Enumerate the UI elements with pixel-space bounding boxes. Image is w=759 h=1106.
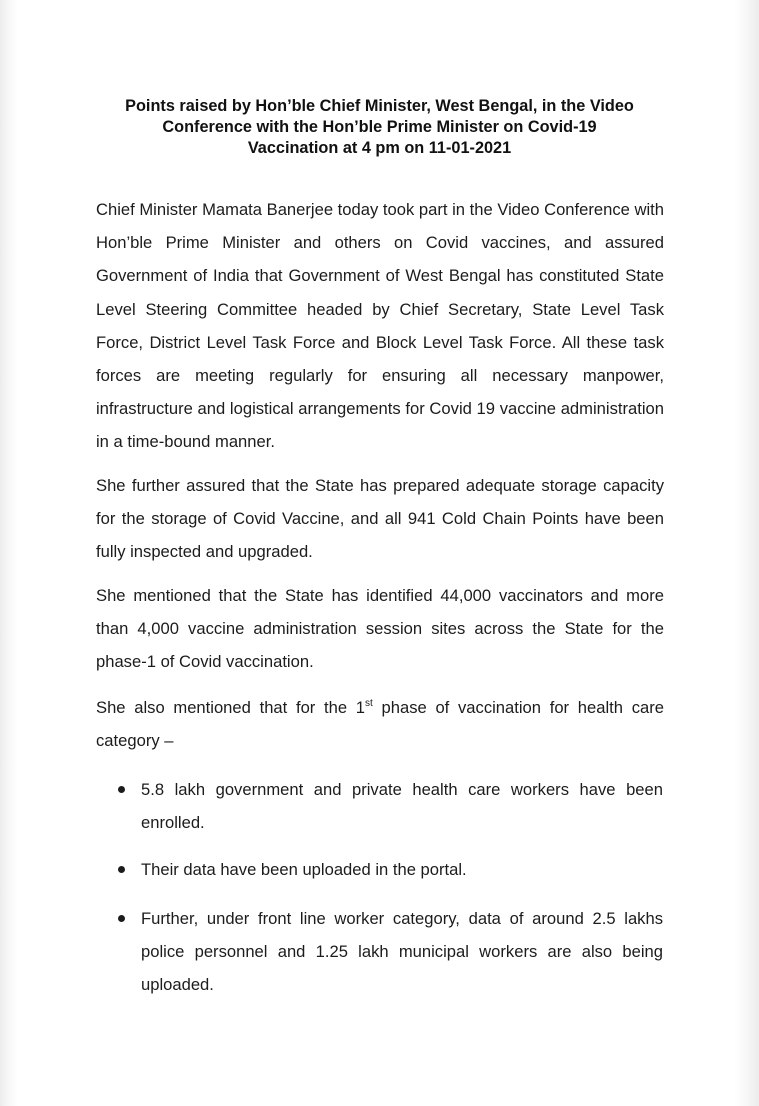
document-title xyxy=(60,96,699,159)
bullet-dot-icon xyxy=(118,915,125,922)
para4-before: She also mentioned that for the 1 xyxy=(96,698,366,717)
para4-after: phase of vaccination for health care category – xyxy=(96,698,664,751)
bullet-dot-icon xyxy=(118,786,125,793)
paragraph-task-forces: Chief Minister Mamata Banerjee today took part in the Video Conference with Hon’ble Prime Minister and others on Covid vaccines, and assured Government of India that Government of West Bengal has constituted State Level Steering Committee headed by Chief Secretary, State Level Task Force, District Level Task Force and Block Level Task Force. All these task forces are meeting regularly for ensuring all necessary manpower, infrastructure and logistical arrangements for Covid 19 vaccine administration in a time-bound manner. xyxy=(96,200,664,452)
bullet-item-uploaded: Their data have been uploaded in the portal. xyxy=(141,860,467,879)
title-line-1: Points raised by Hon’ble Chief Minister, West Bengal, in the Video xyxy=(125,97,634,115)
bullet-item-front-line: Further, under front line worker category, data of around 2.5 lakhs police personnel and 1.25 lakh municipal workers are also being uploaded. xyxy=(141,909,663,995)
bullet-item-enrolled: 5.8 lakh government and private health care workers have been enrolled. xyxy=(141,780,663,833)
paragraph-storage-capacity: She further assured that the State has prepared adequate storage capacity for the storage of Covid Vaccine, and all 941 Cold Chain Points have been fully inspected and upgraded. xyxy=(96,476,664,562)
bullet-dot-icon xyxy=(118,866,125,873)
paragraph-health-care-category xyxy=(96,691,664,757)
title-line-2: Conference with the Hon’ble Prime Minister on Covid-19 xyxy=(162,118,597,136)
para4-superscript: st xyxy=(365,698,373,709)
title-line-3: Vaccination at 4 pm on 11-01-2021 xyxy=(247,139,512,157)
paragraph-vaccinators: She mentioned that the State has identified 44,000 vaccinators and more than 4,000 vaccine administration session sites across the State for the phase-1 of Covid vaccination. xyxy=(96,586,664,672)
